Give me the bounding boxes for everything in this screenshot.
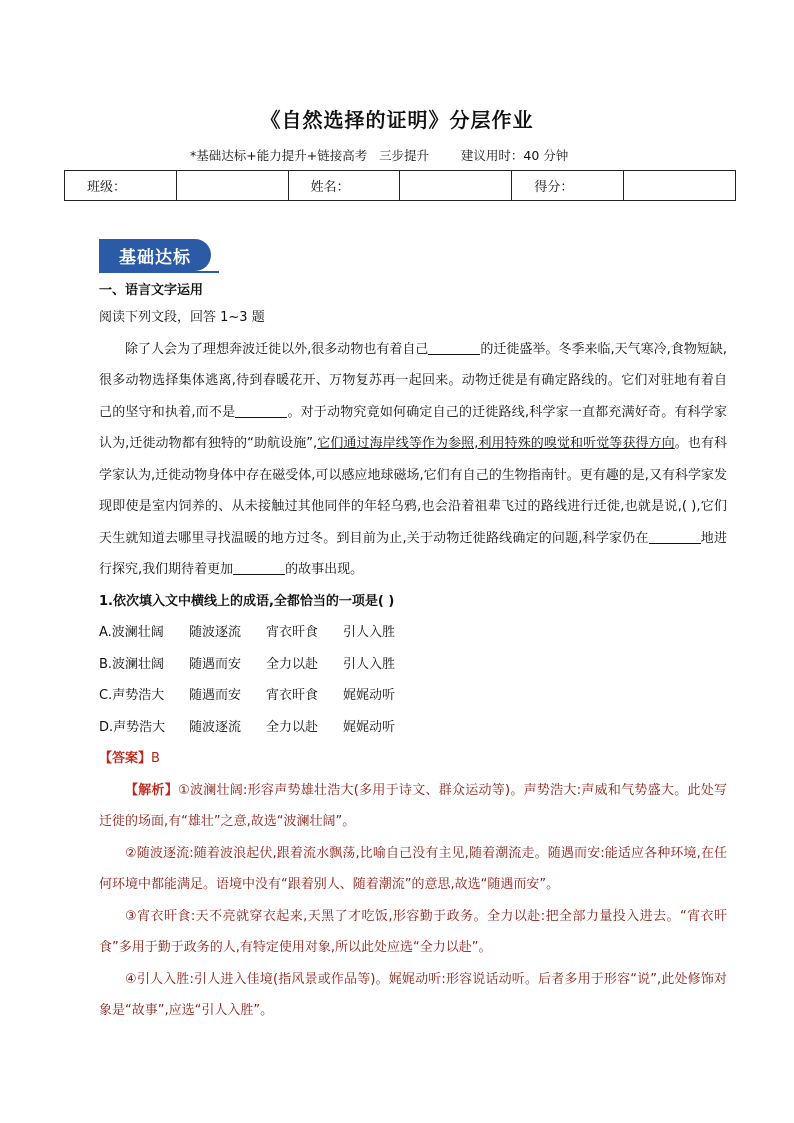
passage-part: 。也有科学家认为,迁徙动物身体中存在磁受体,可以感应地球磁场,它们有自己的生物指南针。更有趣的是,又有科学家发现即使是室内饲养的、从未接触过其他同伴的年轻乌鸦,也会沿着祖辈飞过的路线进行迁徙,也就是说,( ),它们天生就知道去哪里寻找温暖的地方过冬。到目前为止,关于动物迁徙路线确定的问题,科学家仍在 [99,436,727,546]
passage-part: 的故事出现。 [285,562,364,577]
section-divider [99,271,219,273]
name-field[interactable] [400,171,512,201]
option-c[interactable] [99,680,727,712]
answer-tag: 【答案】 [99,751,152,766]
question-stem: 1.依次填入文中横线上的成语,全都恰当的一项是( ) [99,593,395,609]
section-heading: 一、语言文字运用 [99,283,204,298]
option-a[interactable] [99,617,727,649]
class-label: 班级： [65,171,177,201]
option-b[interactable] [99,649,727,681]
fill-blank [233,560,285,575]
score-field[interactable] [624,171,736,201]
passage-part: 的迁徙盛举。冬季来临,天气寒冷,食物短缺,很多动物选择集体逃离,待到春暖花开、万物复苏再一起回来。动物迁徙是有确定路线的。它们对驻地有着自己的坚守和执着,而不是 [99,341,727,420]
score-label: 得分： [512,171,624,201]
answer-line [99,743,727,775]
option-word: A.波澜壮阔 [99,625,164,640]
option-word: 随遇而安 [189,656,242,672]
option-word: 引人入胜 [343,625,396,640]
option-d[interactable] [99,712,727,744]
passage-part: 。对于动物究竟如何确定自己的迁徙路线,科学家一直都充满好奇。有科学家认为,迁徙动物都有独特的“助航设施”, [99,404,727,451]
option-word: D.声势浩大 [99,719,166,735]
option-word: 娓娓动听 [343,688,396,703]
page-subtitle: *基础达标+能力提升+链接高考 三步提升 建议用时：40 分钟 [190,148,569,163]
option-word: 全力以赴 [266,656,319,672]
option-word: 随波逐流 [189,719,242,735]
analysis-1 [99,775,727,838]
analysis-text: ①波澜壮阔:形容声势雄壮浩大(多用于诗文、群众运动等)。声势浩大:声威和气势盛大。此处写迁徙的场面,有“雄壮”之意,故选“波澜壮阔”。 [99,782,727,829]
options-list [99,617,727,743]
answer-value: B [151,751,160,766]
analysis-4: ④引人入胜:引人进入佳境(指风景或作品等)。娓娓动听:形容说话动听。后者多用于形容“说”,此处修饰对象是“故事”,应选“引人入胜”。 [99,971,727,1018]
student-info-table [64,170,736,201]
passage-part: 除了人会为了理想奔波迁徙以外,很多动物也有着自己 [125,341,429,357]
fill-blank [235,403,287,418]
underlined-sentence: 它们通过海岸线等作为参照,利用特殊的嗅觉和听觉等获得方向 [317,436,675,451]
class-field[interactable] [176,171,288,201]
fill-blank [428,340,480,355]
main-content [99,280,727,1027]
instruction-text: 阅读下列文段，回答 1~3 题 [99,310,265,325]
option-word: 随遇而安 [189,688,242,703]
option-word: B.波澜壮阔 [99,656,165,672]
reading-passage [99,334,727,586]
option-word: 引人入胜 [343,656,396,672]
analysis-tag: 【解析】 [125,782,179,798]
passage-part: 地进行探究,我们期待着更加 [99,530,727,577]
option-word: C.声势浩大 [99,688,165,703]
section-badge: 基础达标 [99,239,211,271]
fill-blank [649,529,701,544]
analysis-2: ②随波逐流:随着波浪起伏,跟着流水飘荡,比喻自己没有主见,随着潮流走。随遇而安:能适应各种环境,在任何环境中都能满足。语境中没有“跟着别人、随着潮流”的意思,故选“随遇而安”。 [99,845,727,892]
option-word: 随波逐流 [189,625,242,640]
option-word: 娓娓动听 [343,719,396,735]
option-word: 宵衣旰食 [266,625,319,640]
option-word: 全力以赴 [266,719,319,735]
analysis-3: ③宵衣旰食:天不亮就穿衣起来,天黑了才吃饭,形容勤于政务。全力以赴:把全部力量投入进去。“宵衣旰食”多用于勤于政务的人,有特定使用对象,所以此处应选“全力以赴”。 [99,908,727,955]
option-word: 宵衣旰食 [266,688,319,703]
name-label: 姓名： [288,171,400,201]
page-title: 《自然选择的证明》分层作业 [260,108,534,132]
